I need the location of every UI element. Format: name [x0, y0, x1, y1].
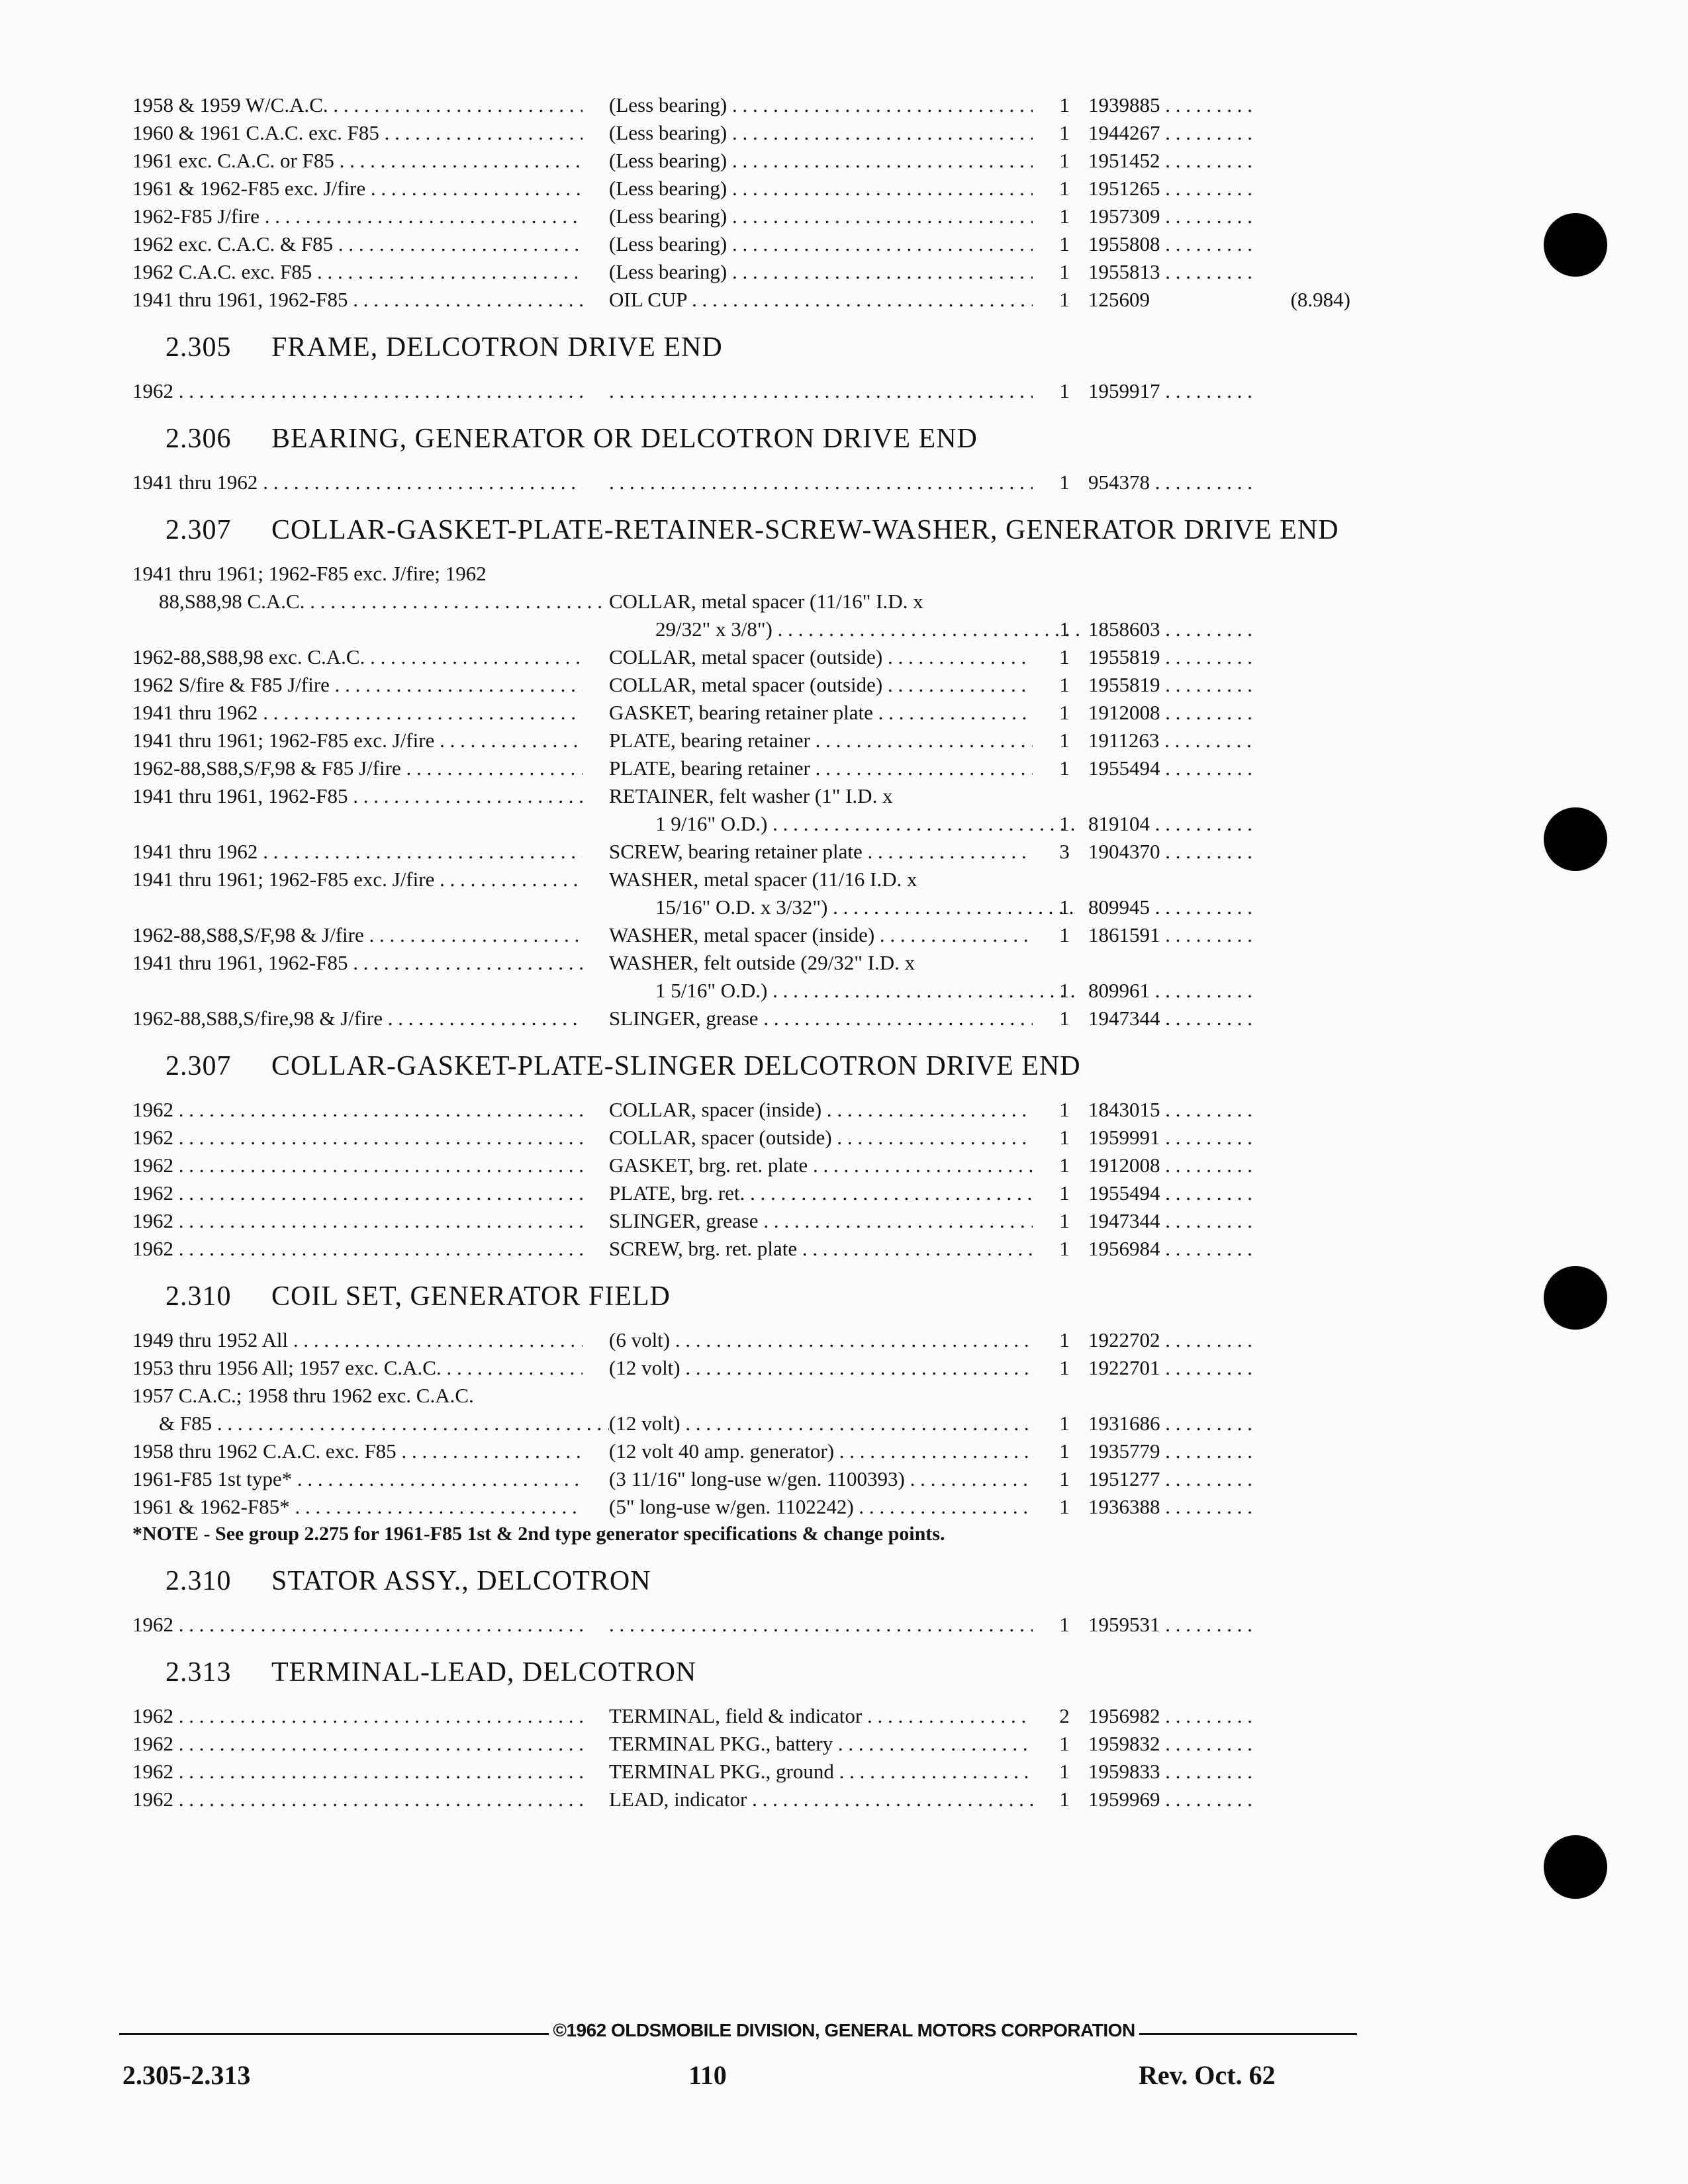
section-heading: 2.305 FRAME, DELCOTRON DRIVE END — [165, 332, 723, 363]
parts-row: 1962 . . . . . . 1 1959531 . . . — [132, 1611, 1350, 1639]
parts-row: 1961 & 1962-F85* . . . (5" long-use w/gen. 1102242) . . . 1 1936388 . . . — [132, 1493, 1350, 1521]
section-heading: 2.313 TERMINAL-LEAD, DELCOTRON — [165, 1657, 697, 1688]
section-range: 2.305-2.313 — [122, 2060, 251, 2090]
section-heading: 2.310 COIL SET, GENERATOR FIELD — [165, 1281, 671, 1312]
section-heading: 2.310 STATOR ASSY., DELCOTRON — [165, 1566, 651, 1596]
parts-row: 1958 thru 1962 C.A.C. exc. F85 . . . (12 volt 40 amp. generator) . . . 1 1935779 . . . — [132, 1437, 1350, 1465]
parts-row: 1941 thru 1961; 1962-F85 exc. J/fire; 1962 — [132, 562, 487, 585]
binder-hole-icon — [1544, 213, 1607, 277]
parts-row: 1961 exc. C.A.C. or F85 . . . (Less bearing) . . . 1 1951452 . . . — [132, 147, 1350, 175]
binder-hole-icon — [1544, 1835, 1607, 1899]
parts-row: 1962 . . . SCREW, brg. ret. plate . . . 1 1956984 . . . — [132, 1235, 1350, 1263]
binder-hole-icon — [1544, 1266, 1607, 1330]
revision-date: Rev. Oct. 62 — [1139, 2060, 1276, 2090]
parts-row: 1957 C.A.C.; 1958 thru 1962 exc. C.A.C. — [132, 1384, 474, 1407]
parts-row: 1941 thru 1961; 1962-F85 exc. J/fire . . . PLATE, bearing retainer . . . 1 1911263 . . . — [132, 727, 1350, 754]
parts-row: 1941 thru 1962 . . . SCREW, bearing retainer plate . . . 3 1904370 . . . — [132, 838, 1350, 866]
parts-row: 1941 thru 1961, 1962-F85 . . . WASHER, felt outside (29/32" I.D. x — [132, 949, 1350, 977]
parts-row: 1962 . . . COLLAR, spacer (outside) . . . 1 1959991 . . . — [132, 1124, 1350, 1152]
section-heading: 2.307 COLLAR-GASKET-PLATE-RETAINER-SCREW-WASHER, GENERATOR DRIVE END — [165, 515, 1339, 545]
parts-row: 1949 thru 1952 All . . . (6 volt) . . . 1 1922702 . . . — [132, 1326, 1350, 1354]
parts-row: 1962 . . . LEAD, indicator . . . 1 1959969 . . . — [132, 1786, 1350, 1813]
section-heading: 2.307 COLLAR-GASKET-PLATE-SLINGER DELCOTRON DRIVE END — [165, 1051, 1081, 1081]
parts-row: 1 5/16" O.D.) . . . 1 809961 . . . — [132, 977, 1350, 1005]
copyright-line: ©1962 OLDSMOBILE DIVISION, GENERAL MOTORS CORPORATION — [0, 2020, 1688, 2041]
parts-row: 15/16" O.D. x 3/32") . . . 1 809945 . . . — [132, 893, 1350, 921]
parts-row: 1962 . . . GASKET, brg. ret. plate . . . 1 1912008 . . . — [132, 1152, 1350, 1179]
parts-row: 1962 S/fire & F85 J/fire . . . COLLAR, metal spacer (outside) . . . 1 1955819 . . . — [132, 671, 1350, 699]
parts-row: 1962-88,S88,98 exc. C.A.C. . . . COLLAR, metal spacer (outside) . . . 1 1955819 . . . — [132, 643, 1350, 671]
parts-row: 1960 & 1961 C.A.C. exc. F85 . . . (Less bearing) . . . 1 1944267 . . . — [132, 119, 1350, 147]
section-heading: 2.306 BEARING, GENERATOR OR DELCOTRON DRIVE END — [165, 424, 978, 454]
parts-row: 1962 C.A.C. exc. F85 . . . (Less bearing) . . . 1 1955813 . . . — [132, 258, 1350, 286]
parts-row: 88,S88,98 C.A.C. . . . COLLAR, metal spacer (11/16" I.D. x — [132, 588, 1350, 615]
parts-row: 1962-88,S88,S/F,98 & F85 J/fire . . . PLATE, bearing retainer . . . 1 1955494 . . . — [132, 754, 1350, 782]
parts-table-top — [132, 91, 1350, 314]
parts-row: 1962 . . . TERMINAL PKG., battery . . . 1 1959832 . . . — [132, 1730, 1350, 1758]
parts-row: 1962 . . . . . . 1 1959917 . . . — [132, 377, 1350, 405]
parts-row: 1962 . . . PLATE, brg. ret. . . . 1 1955494 . . . — [132, 1179, 1350, 1207]
parts-row: 1962 . . . TERMINAL, field & indicator . . . 2 1956982 . . . — [132, 1702, 1350, 1730]
price-code: (8.984) — [1290, 288, 1350, 311]
parts-row: 1941 thru 1962 . . . GASKET, bearing retainer plate . . . 1 1912008 . . . — [132, 699, 1350, 727]
parts-row: 1962-88,S88,S/F,98 & J/fire . . . WASHER, metal spacer (inside) . . . 1 1861591 . . . — [132, 921, 1350, 949]
parts-row: 29/32" x 3/8") . . . 1 1858603 . . . — [132, 615, 1350, 643]
parts-row: 1941 thru 1961, 1962-F85 . . . RETAINER, felt washer (1" I.D. x — [132, 782, 1350, 810]
parts-row: 1962-88,S88,S/fire,98 & J/fire . . . SLINGER, grease . . . 1 1947344 . . . — [132, 1005, 1350, 1032]
parts-row: 1962-F85 J/fire . . . (Less bearing) . . . 1 1957309 . . . — [132, 203, 1350, 230]
parts-row: 1961 & 1962-F85 exc. J/fire . . . (Less bearing) . . . 1 1951265 . . . — [132, 175, 1350, 203]
parts-row: 1962 . . . TERMINAL PKG., ground . . . 1 1959833 . . . — [132, 1758, 1350, 1786]
parts-row: 1962 . . . SLINGER, grease . . . 1 1947344 . . . — [132, 1207, 1350, 1235]
page-number: 110 — [688, 2060, 727, 2090]
parts-row: 1941 thru 1962 . . . . . . 1 954378 . . . — [132, 469, 1350, 496]
parts-row: 1 9/16" O.D.) . . . 1 819104 . . . — [132, 810, 1350, 838]
parts-row: 1953 thru 1956 All; 1957 exc. C.A.C. . . . (12 volt) . . . 1 1922701 . . . — [132, 1354, 1350, 1382]
parts-row: 1962 . . . COLLAR, spacer (inside) . . . 1 1843015 . . . — [132, 1096, 1350, 1124]
parts-row: 1958 & 1959 W/C.A.C. . . . (Less bearing) . . . 1 1939885 . . . — [132, 91, 1350, 119]
parts-row: 1941 thru 1961; 1962-F85 exc. J/fire . . . WASHER, metal spacer (11/16 I.D. x — [132, 866, 1350, 893]
binder-hole-icon — [1544, 807, 1607, 871]
parts-row: 1961-F85 1st type* . . . (3 11/16" long-use w/gen. 1100393) . . . 1 1951277 . . . — [132, 1465, 1350, 1493]
parts-catalog-page — [132, 91, 1350, 1813]
parts-row: 1962 exc. C.A.C. & F85 . . . (Less bearing) . . . 1 1955808 . . . — [132, 230, 1350, 258]
footnote: *NOTE - See group 2.275 for 1961-F85 1st & 2nd type generator specifications & change points. — [132, 1523, 945, 1545]
parts-row: & F85 . . . (12 volt) . . . 1 1931686 . . . — [132, 1410, 1350, 1437]
parts-row: 1941 thru 1961, 1962-F85 . . . OIL CUP . . . 1 125609 (8.984) — [132, 286, 1350, 314]
